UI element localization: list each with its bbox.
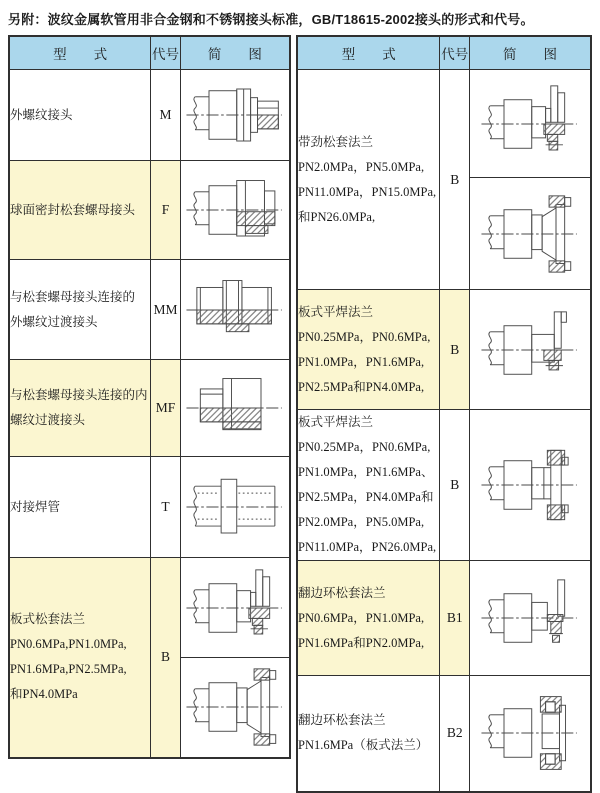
fitting-code-cell: T <box>151 457 181 558</box>
fitting-type-line: 和PN26.0MPa, <box>298 209 376 224</box>
fitting-table-right <box>296 35 592 793</box>
fitting-diagram-cell <box>470 676 592 792</box>
fitting-type-line: 和PN4.0MPa <box>10 687 78 702</box>
fitting-diagram-cell <box>180 558 290 658</box>
fitting-type-line: PN1.0MPa，PN1.6MPa, <box>298 354 425 369</box>
fitting-type-line: 板式平焊法兰 <box>298 415 374 429</box>
table-header-row <box>297 36 591 70</box>
table-row <box>297 290 591 410</box>
hex-nipple-adapter-icon <box>183 270 287 350</box>
column-header-diagram: 简 图 <box>180 36 290 70</box>
fitting-type-cell <box>297 676 440 792</box>
fitting-type-line: 外螺纹过渡接头 <box>10 314 98 329</box>
column-header-code: 代号 <box>440 36 470 70</box>
fitting-type-line: PN1.0MPa，PN1.6MPa、 <box>298 465 434 479</box>
flanged-collar-loose-flange-icon <box>478 578 582 658</box>
fitting-code-cell: MM <box>151 260 181 360</box>
fitting-type-line: PN1.6MPa,PN2.5MPa, <box>10 662 127 677</box>
butt-weld-pipe-icon <box>183 467 287 547</box>
fitting-diagram-cell <box>180 360 290 457</box>
fitting-type-cell <box>297 410 440 561</box>
fitting-type-cell <box>9 360 151 457</box>
neck-loose-flange-b-icon <box>478 194 582 274</box>
fitting-type-line: 对接焊管 <box>10 499 61 514</box>
fitting-type-line: PN2.0MPa，PN5.0MPa, <box>298 515 425 529</box>
fitting-type-line: PN2.5MPa和PN4.0MPa, <box>298 379 425 394</box>
spherical-swivel-nut-fitting-icon <box>183 170 287 250</box>
fitting-type-line: 螺纹过渡接头 <box>10 413 86 427</box>
table-row <box>9 457 290 558</box>
fitting-diagram-cell <box>180 70 290 161</box>
column-header-type: 型 式 <box>297 36 440 70</box>
fitting-type-line: PN2.0MPa，PN5.0MPa, <box>298 159 425 174</box>
column-header-type: 型 式 <box>9 36 151 70</box>
fitting-type-line: PN11.0MPa，PN26.0MPa, <box>298 540 437 554</box>
page-title: 另附：波纹金属软管用非合金钢和不锈钢接头标准，GB/T18615-2002接头的形式和代号。 <box>8 12 534 27</box>
fitting-code-cell: B2 <box>440 676 470 792</box>
fitting-diagram-cell <box>470 410 592 561</box>
table-row <box>9 558 290 658</box>
fitting-code-cell: B1 <box>440 561 470 676</box>
fitting-type-cell <box>297 561 440 676</box>
table-row <box>9 360 290 457</box>
lap-joint-flange-b-icon <box>183 667 287 747</box>
fitting-type-line: 翻边环松套法兰 <box>298 585 386 600</box>
fitting-type-line: PN11.0MPa，PN15.0MPa, <box>298 184 437 199</box>
table-header-row <box>9 36 290 70</box>
fitting-type-cell <box>9 161 151 260</box>
lap-joint-flange-a-icon <box>183 568 287 648</box>
fitting-type-line: 板式平焊法兰 <box>298 304 374 319</box>
fitting-type-line: 球面密封松套螺母接头 <box>10 202 136 217</box>
fitting-table-left <box>8 35 291 759</box>
fitting-type-line: PN0.6MPa，PN1.0MPa, <box>298 610 425 625</box>
table-row <box>9 161 290 260</box>
fitting-code-cell: B <box>440 70 470 290</box>
fitting-type-line: 与松套螺母接头连接的 <box>10 289 136 304</box>
fitting-type-line: PN1.6MPa（板式法兰） <box>298 738 429 753</box>
fitting-diagram-cell <box>470 178 592 290</box>
fitting-diagram-cell <box>470 561 592 676</box>
fitting-type-line: PN0.25MPa，PN0.6MPa, <box>298 329 431 344</box>
fitting-type-cell <box>9 457 151 558</box>
fitting-type-cell <box>297 70 440 290</box>
table-row <box>297 70 591 178</box>
fitting-diagram-cell <box>180 457 290 558</box>
male-thread-fitting-icon <box>183 75 287 155</box>
table-row <box>297 410 591 561</box>
fitting-code-cell: B <box>151 558 181 758</box>
fitting-code-cell: M <box>151 70 181 161</box>
fitting-type-line: PN0.6MPa,PN1.0MPa, <box>10 637 127 652</box>
plate-weld-flange-icon <box>478 310 582 390</box>
neck-loose-flange-a-icon <box>478 84 582 164</box>
female-thread-adapter-icon <box>183 368 287 448</box>
fitting-type-line: 翻边环松套法兰 <box>298 713 386 728</box>
fitting-type-cell <box>9 70 151 161</box>
table-row <box>9 260 290 360</box>
fitting-type-line: PN2.5MPa，PN4.0MPa和 <box>298 490 434 504</box>
fitting-type-line: PN1.6MPa和PN2.0MPa, <box>298 635 425 650</box>
fitting-code-cell: B <box>440 410 470 561</box>
fitting-type-line: 外螺纹接头 <box>10 107 73 122</box>
fitting-type-line: 带劲松套法兰 <box>298 134 374 149</box>
fitting-type-cell <box>9 558 151 758</box>
table-row <box>297 561 591 676</box>
fitting-diagram-cell <box>470 70 592 178</box>
fitting-diagram-cell <box>180 260 290 360</box>
column-header-diagram: 简 图 <box>470 36 592 70</box>
table-row <box>9 70 290 161</box>
lapped-ring-loose-flange-icon <box>478 693 582 773</box>
fitting-diagram-cell <box>470 290 592 410</box>
fitting-code-cell: F <box>151 161 181 260</box>
plate-weld-flange-multi-icon <box>478 445 582 525</box>
fitting-type-line: 板式松套法兰 <box>10 612 86 627</box>
fitting-code-cell: B <box>440 290 470 410</box>
column-header-code: 代号 <box>151 36 181 70</box>
fitting-type-line: 与松套螺母接头连接的内 <box>10 388 148 402</box>
fitting-type-line: PN0.25MPa，PN0.6MPa, <box>298 440 431 454</box>
fitting-type-cell <box>9 260 151 360</box>
table-row <box>297 676 591 792</box>
fitting-code-cell: MF <box>151 360 181 457</box>
fitting-diagram-cell <box>180 658 290 758</box>
fitting-type-cell <box>297 290 440 410</box>
fitting-diagram-cell <box>180 161 290 260</box>
tables-container <box>0 35 600 793</box>
